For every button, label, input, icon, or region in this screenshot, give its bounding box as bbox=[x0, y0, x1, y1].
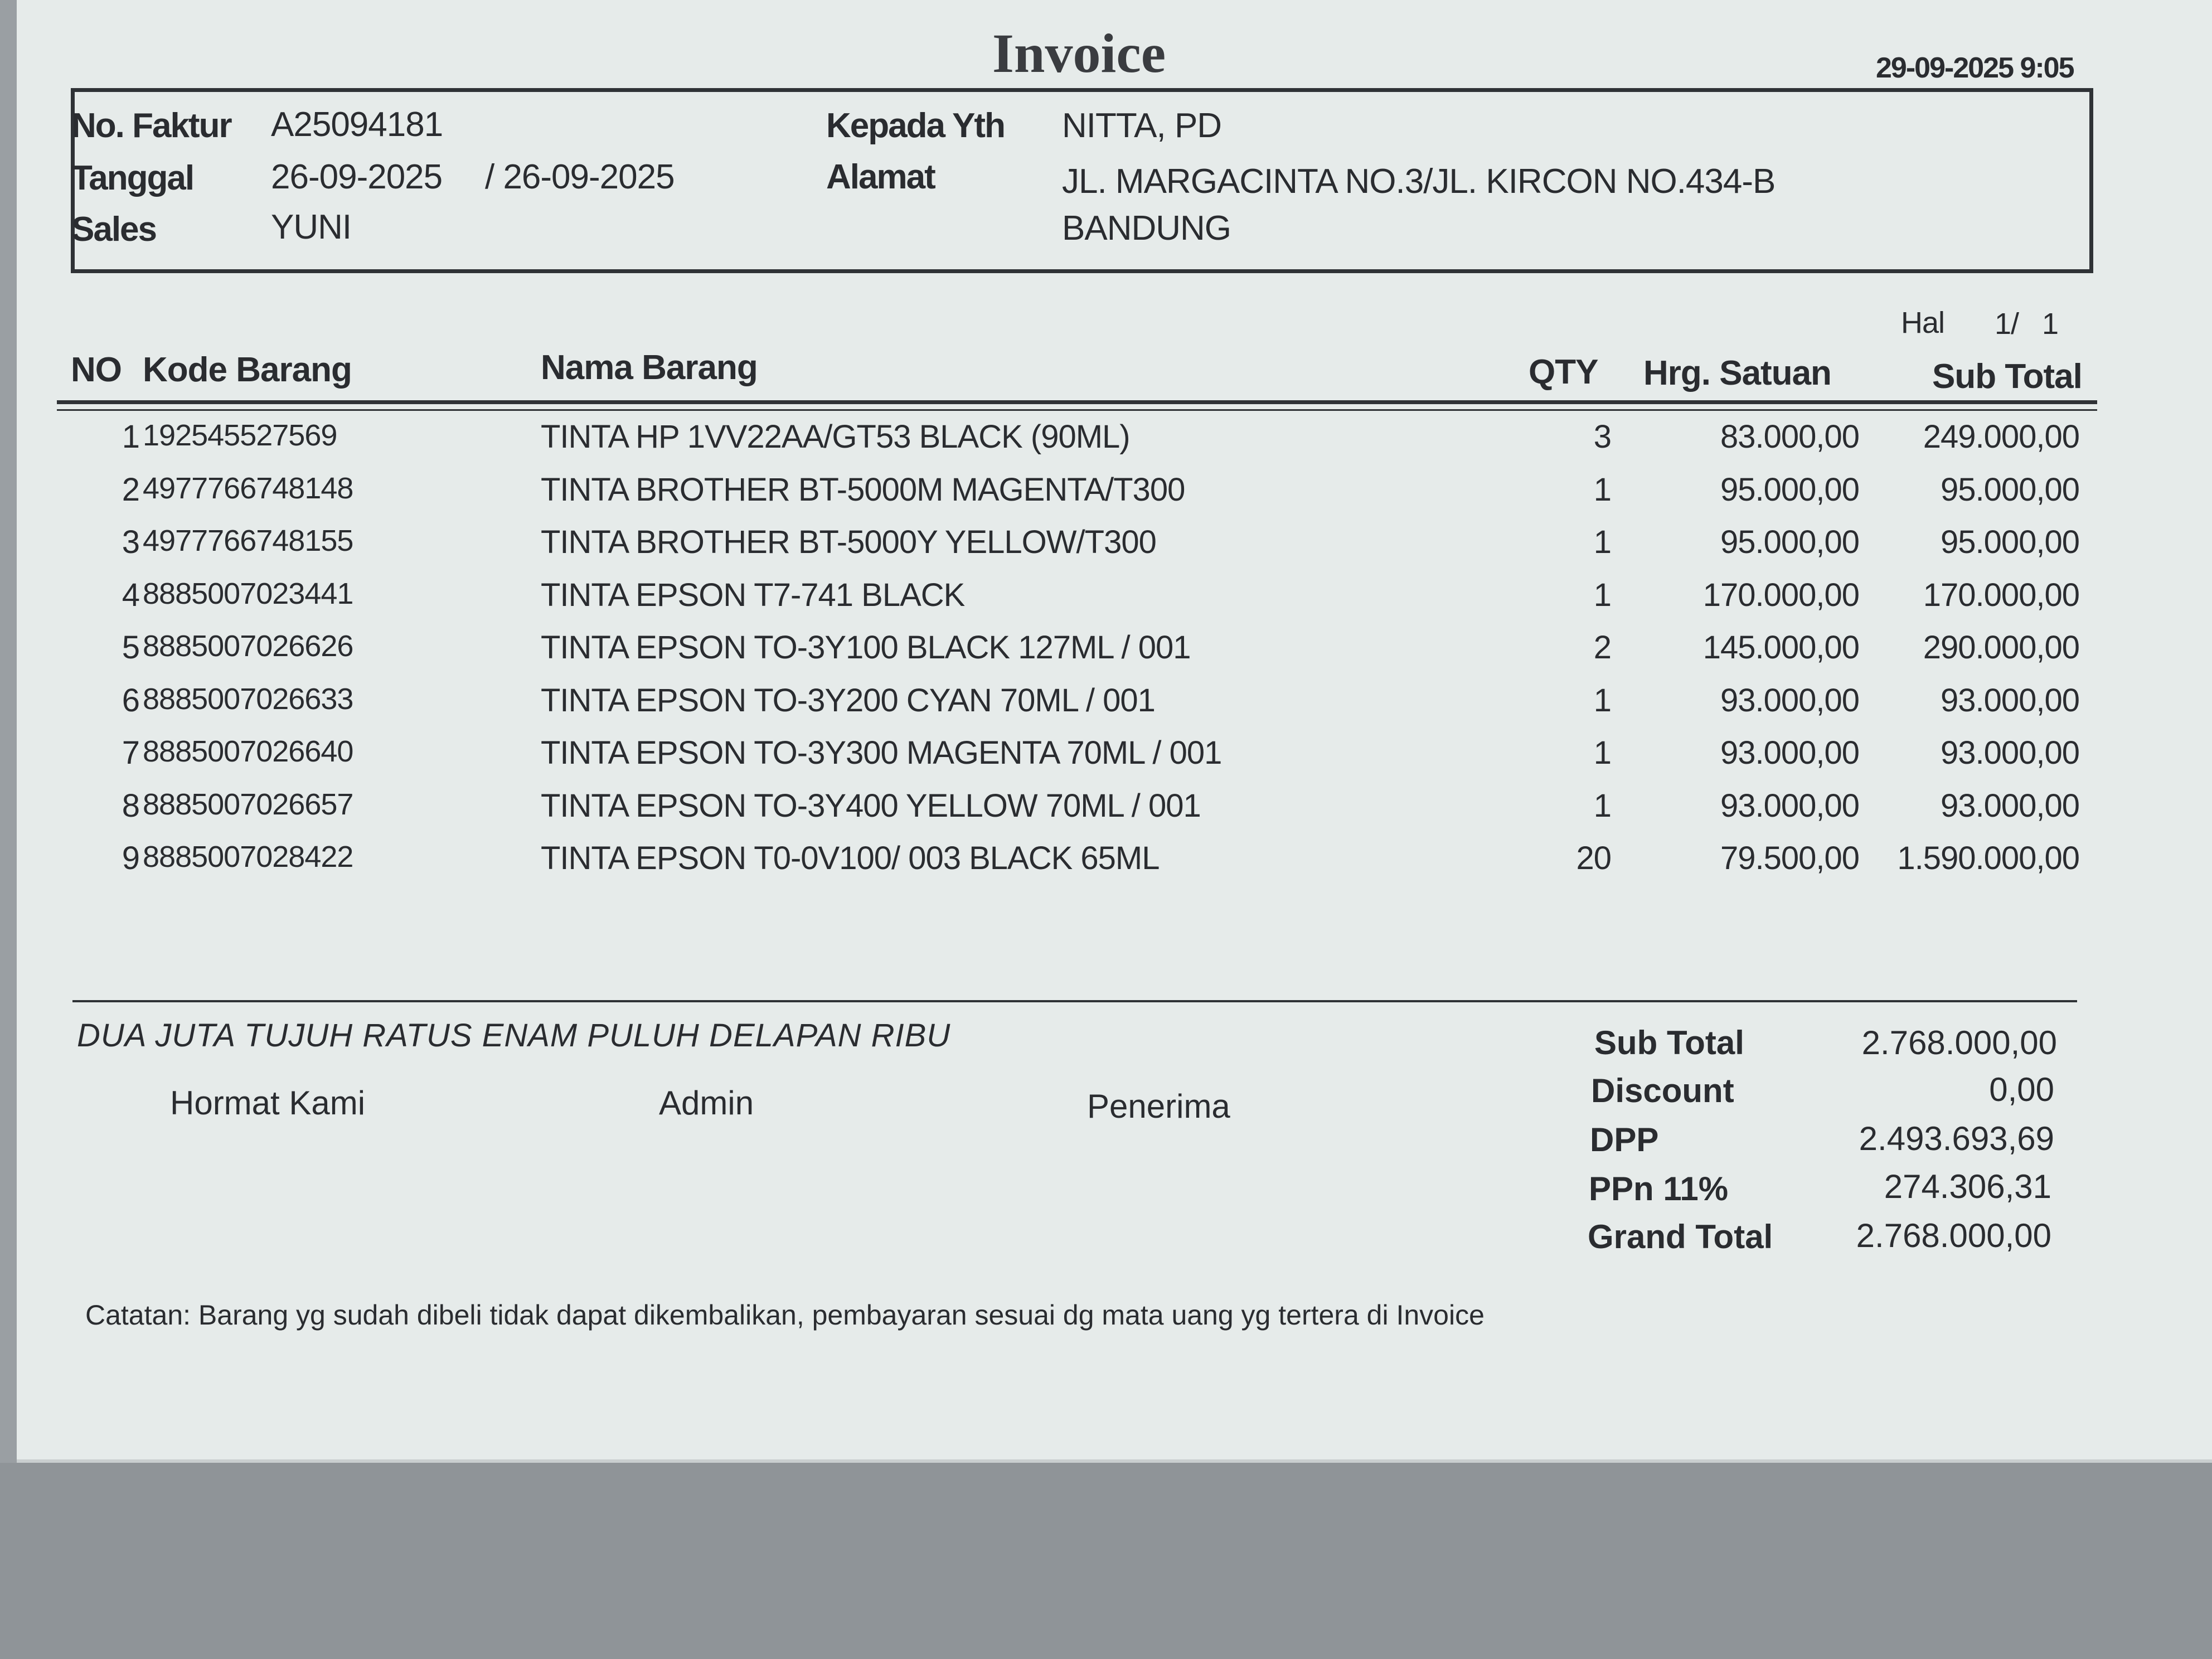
row-harga-satuan: 95.000,00 bbox=[1720, 471, 1859, 508]
summary-discount-value: 0,00 bbox=[1989, 1071, 2054, 1108]
row-kode-barang: 8885007026633 bbox=[143, 682, 353, 716]
row-no: 2 bbox=[122, 471, 139, 508]
row-nama-barang: TINTA EPSON TO-3Y400 YELLOW 70ML / 001 bbox=[541, 787, 1201, 824]
row-nama-barang: TINTA BROTHER BT-5000Y YELLOW/T300 bbox=[541, 524, 1156, 560]
row-nama-barang: TINTA EPSON TO-3Y100 BLACK 127ML / 001 bbox=[541, 629, 1191, 666]
page-number: 1/ 1 bbox=[1995, 307, 2059, 341]
row-qty: 20 bbox=[1576, 840, 1611, 876]
summary-ppn-label: PPn 11% bbox=[1589, 1170, 1729, 1207]
summary-dpp-value: 2.493.693,69 bbox=[1859, 1120, 2054, 1157]
summary-discount-label: Discount bbox=[1591, 1072, 1734, 1109]
kepada-label: Kepada Yth bbox=[826, 106, 1005, 145]
col-no: NO bbox=[71, 351, 122, 389]
alamat-line1: JL. MARGACINTA NO.3/JL. KIRCON NO.434-B bbox=[1062, 162, 1776, 201]
tanggal-label: Tanggal bbox=[71, 159, 194, 197]
row-qty: 1 bbox=[1593, 576, 1611, 613]
row-qty: 1 bbox=[1593, 735, 1611, 771]
tanggal-value: 26-09-2025 bbox=[271, 158, 443, 196]
row-no: 6 bbox=[122, 682, 139, 719]
row-kode-barang: 4977766748155 bbox=[143, 524, 353, 557]
row-qty: 1 bbox=[1593, 682, 1611, 719]
row-no: 3 bbox=[122, 524, 139, 560]
row-no: 7 bbox=[122, 735, 139, 771]
row-qty: 1 bbox=[1593, 524, 1611, 560]
row-qty: 1 bbox=[1593, 787, 1611, 824]
col-nama-barang: Nama Barang bbox=[541, 348, 758, 387]
summary-ppn-value: 274.306,31 bbox=[1884, 1168, 2051, 1205]
row-kode-barang: 8885007026626 bbox=[143, 629, 353, 663]
row-kode-barang: 8885007026640 bbox=[143, 735, 353, 768]
row-sub-total: 290.000,00 bbox=[1923, 629, 2079, 666]
signature-admin: Admin bbox=[659, 1084, 754, 1122]
summary-subtotal-value: 2.768.000,00 bbox=[1861, 1024, 2057, 1061]
row-sub-total: 249.000,00 bbox=[1923, 419, 2079, 455]
row-nama-barang: TINTA EPSON TO-3Y300 MAGENTA 70ML / 001 bbox=[541, 735, 1222, 771]
sales-label: Sales bbox=[71, 210, 157, 249]
alamat-line2: BANDUNG bbox=[1062, 209, 1231, 248]
kepada-value: NITTA, PD bbox=[1062, 106, 1222, 145]
summary-dpp-label: DPP bbox=[1590, 1121, 1659, 1158]
row-harga-satuan: 93.000,00 bbox=[1720, 735, 1859, 771]
row-nama-barang: TINTA BROTHER BT-5000M MAGENTA/T300 bbox=[541, 471, 1185, 508]
row-no: 4 bbox=[122, 576, 139, 613]
row-harga-satuan: 79.500,00 bbox=[1720, 840, 1859, 876]
summary-grand-total-value: 2.768.000,00 bbox=[1856, 1217, 2051, 1254]
alamat-label: Alamat bbox=[826, 158, 935, 196]
row-nama-barang: TINTA EPSON T0-0V100/ 003 BLACK 65ML bbox=[541, 840, 1160, 876]
row-harga-satuan: 145.000,00 bbox=[1702, 629, 1859, 666]
no-faktur-value: A25094181 bbox=[271, 105, 443, 144]
row-no: 8 bbox=[122, 787, 139, 824]
col-qty: QTY bbox=[1529, 353, 1598, 391]
row-sub-total: 95.000,00 bbox=[1940, 524, 2079, 560]
row-harga-satuan: 93.000,00 bbox=[1720, 682, 1859, 719]
row-nama-barang: TINTA EPSON T7-741 BLACK bbox=[541, 576, 965, 613]
screen-bottom-area bbox=[0, 1463, 2212, 1659]
invoice-note: Catatan: Barang yg sudah dibeli tidak dapat dikembalikan, pembayaran sesuai dg mata uang yg tertera di Invoice bbox=[85, 1299, 1485, 1331]
row-sub-total: 1.590.000,00 bbox=[1897, 840, 2079, 876]
row-no: 5 bbox=[122, 629, 139, 666]
signature-hormat-kami: Hormat Kami bbox=[170, 1084, 366, 1122]
row-sub-total: 93.000,00 bbox=[1940, 735, 2079, 771]
summary-rule bbox=[72, 1000, 2077, 1002]
row-nama-barang: TINTA EPSON TO-3Y200 CYAN 70ML / 001 bbox=[541, 682, 1155, 719]
tanggal-due-value: / 26-09-2025 bbox=[485, 158, 675, 196]
row-kode-barang: 8885007023441 bbox=[143, 576, 353, 610]
row-nama-barang: TINTA HP 1VV22AA/GT53 BLACK (90ML) bbox=[541, 419, 1130, 455]
page-label: Hal bbox=[1901, 306, 1945, 339]
summary-grand-total-label: Grand Total bbox=[1588, 1218, 1773, 1255]
row-sub-total: 170.000,00 bbox=[1923, 576, 2079, 613]
row-kode-barang: 4977766748148 bbox=[143, 471, 353, 505]
row-harga-satuan: 83.000,00 bbox=[1720, 419, 1859, 455]
row-sub-total: 93.000,00 bbox=[1940, 787, 2079, 824]
row-harga-satuan: 95.000,00 bbox=[1720, 524, 1859, 560]
row-harga-satuan: 93.000,00 bbox=[1720, 787, 1859, 824]
summary-subtotal-label: Sub Total bbox=[1594, 1024, 1744, 1061]
row-kode-barang: 192545527569 bbox=[143, 419, 337, 452]
col-sub-total: Sub Total bbox=[1932, 357, 2082, 396]
sales-value: YUNI bbox=[271, 208, 352, 246]
invoice-title: Invoice bbox=[992, 22, 1166, 84]
row-qty: 3 bbox=[1593, 419, 1611, 455]
row-sub-total: 95.000,00 bbox=[1940, 471, 2079, 508]
row-kode-barang: 8885007026657 bbox=[143, 787, 353, 821]
row-qty: 2 bbox=[1593, 629, 1611, 666]
no-faktur-label: No. Faktur bbox=[71, 106, 231, 145]
table-header-rule-thin bbox=[57, 409, 2097, 411]
row-no: 9 bbox=[122, 840, 139, 876]
amount-in-words: DUA JUTA TUJUH RATUS ENAM PULUH DELAPAN RIBU bbox=[77, 1017, 951, 1054]
col-harga-satuan: Hrg. Satuan bbox=[1643, 354, 1831, 392]
table-header-rule bbox=[57, 400, 2097, 404]
row-sub-total: 93.000,00 bbox=[1940, 682, 2079, 719]
signature-penerima: Penerima bbox=[1087, 1088, 1230, 1125]
row-no: 1 bbox=[122, 419, 139, 455]
row-qty: 1 bbox=[1593, 471, 1611, 508]
printed-datetime: 29-09-2025 9:05 bbox=[1876, 52, 2074, 84]
col-kode-barang: Kode Barang bbox=[143, 351, 352, 389]
row-harga-satuan: 170.000,00 bbox=[1702, 576, 1859, 613]
row-kode-barang: 8885007028422 bbox=[143, 840, 353, 874]
invoice-sheet bbox=[17, 0, 2212, 1463]
